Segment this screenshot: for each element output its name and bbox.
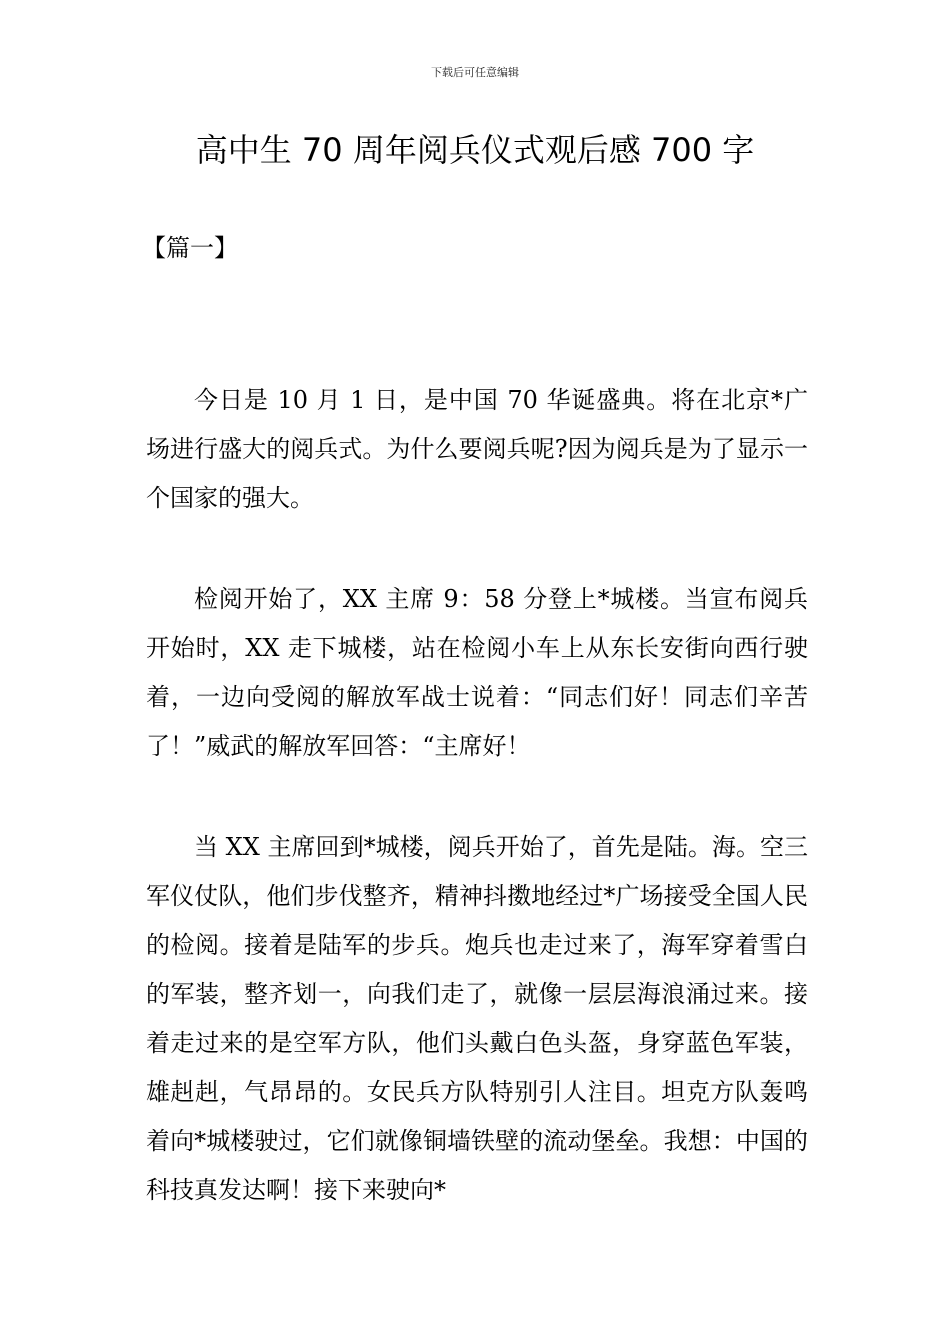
paragraph-text: 检阅开始了，XX 主席 9：58 分登上*城楼。当宣布阅兵开始时，XX 走下城楼，站在检阅小车上从东长安街向西行驶着，一边向受阅的解放军战士说着：“同志们好！同志们辛苦了！”威武的解放军回答：“主席好！ bbox=[146, 585, 808, 760]
paragraph-text: 今日是 10 月 1 日，是中国 70 华诞盛典。将在北京*广场进行盛大的阅兵式。为什么要阅兵呢?因为阅兵是为了显示一个国家的强大。 bbox=[146, 386, 808, 512]
header-note: 下载后可任意编辑 bbox=[431, 66, 519, 79]
paragraph-text: 当 XX 主席回到*城楼，阅兵开始了，首先是陆。海。空三军仪仗队，他们步伐整齐，精神抖擞地经过*广场接受全国人民的检阅。接着是陆军的步兵。炮兵也走过来了，海军穿着雪白的军装，整齐划一，向我们走了，就像一层层海浪涌过来。接着走过来的是空军方队，他们头戴白色头盔，身穿蓝色军装，雄赳赳，气昂昂的。女民兵方队特别引人注目。坦克方队轰鸣着向*城楼驶过，它们就像铜墙铁壁的流动堡垒。我想：中国的科技真发达啊！接下来驶向* bbox=[146, 833, 808, 1204]
section-label: 【篇一】 bbox=[142, 234, 238, 262]
paragraph-3 bbox=[146, 823, 808, 1215]
paragraph-2 bbox=[146, 575, 808, 771]
document-title: 高中生 70 周年阅兵仪式观后感 700 字 bbox=[195, 131, 755, 169]
paragraph-1 bbox=[146, 376, 808, 523]
